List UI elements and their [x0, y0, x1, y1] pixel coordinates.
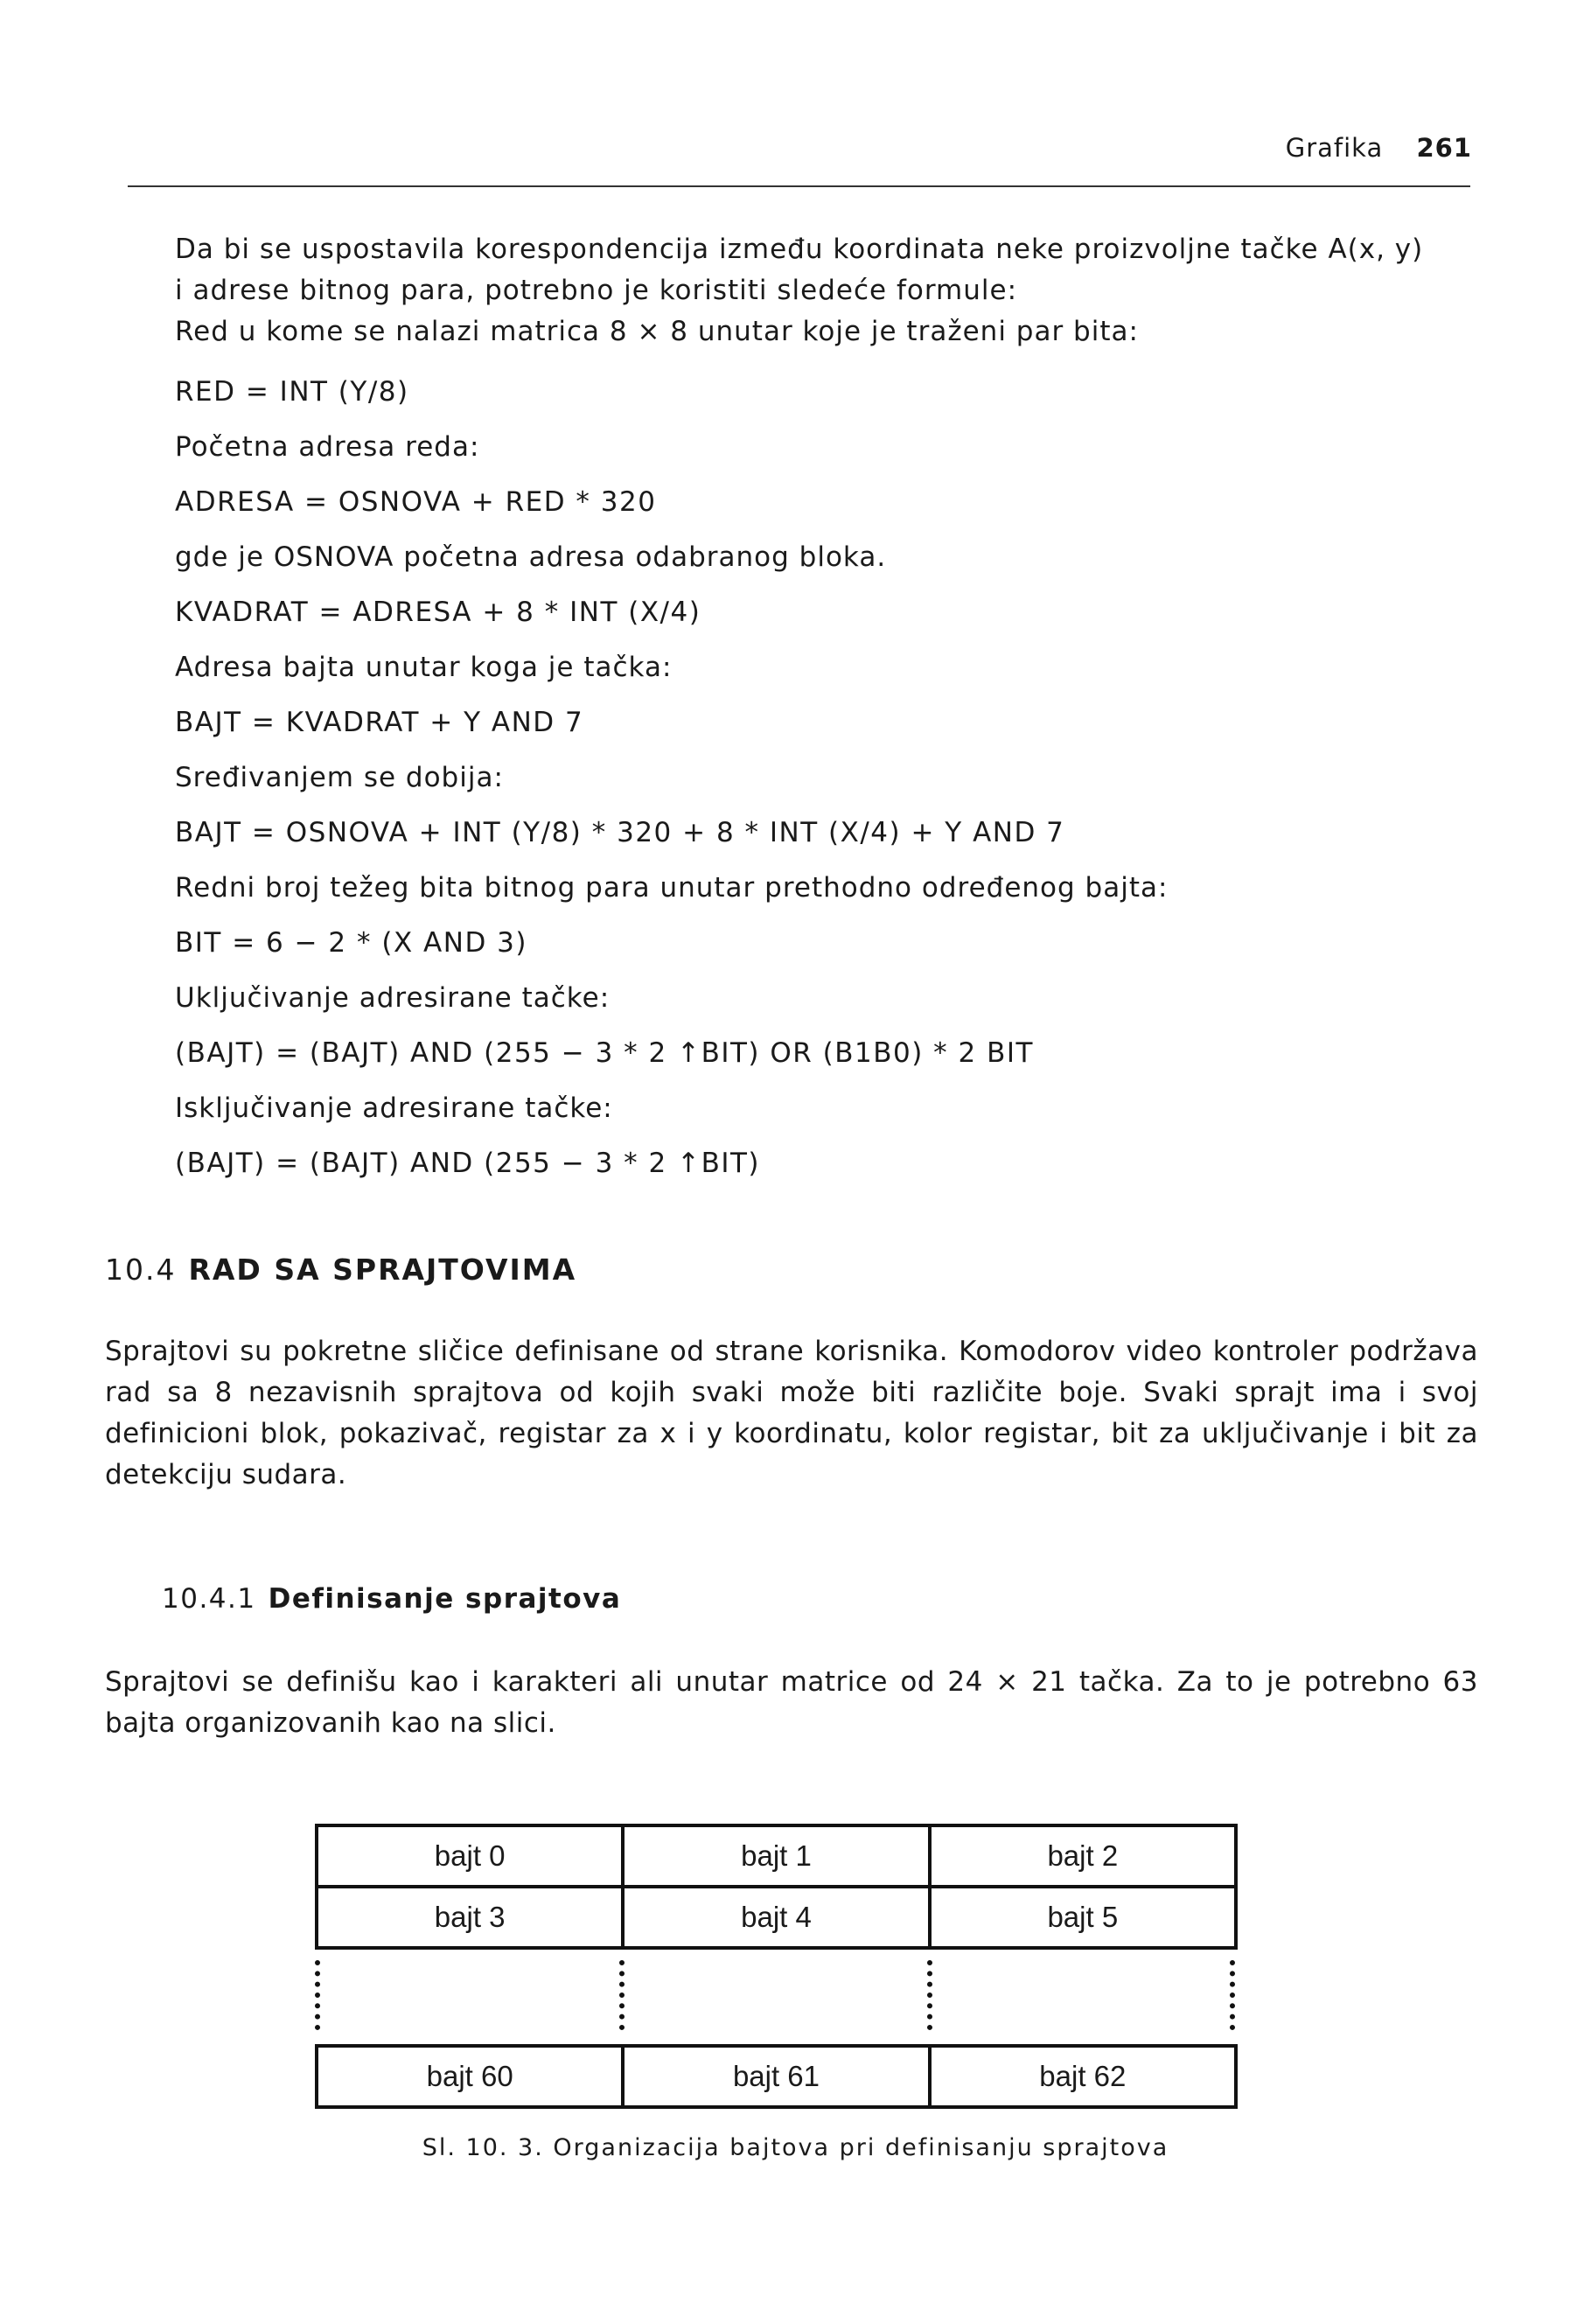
subsection-paragraph: Sprajtovi se definišu kao i karakteri ali unutar matrice od 24 × 21 tačka. Za to je potrebno 63 bajta organizovanih kao na slici.	[105, 1666, 1478, 1739]
text-line: Adresa bajta unutar koga je tačka:	[175, 652, 673, 683]
text-line: Redni broj težeg bita bitnog para unutar prethodno određenog bajta:	[175, 872, 1169, 904]
grid-cell: bajt 3	[317, 1887, 623, 1948]
dotted-separator	[619, 1960, 630, 2030]
subsection-number: 10.4.1	[162, 1583, 256, 1615]
text-line: Isključivanje adresirane tačke:	[175, 1092, 613, 1124]
grid-cell: bajt 0	[317, 1825, 623, 1887]
text-line: Početna adresa reda:	[175, 431, 480, 463]
formula-lines	[175, 365, 1478, 1191]
intro-line: i adrese bitnog para, potrebno je koristiti sledeće formule:	[175, 275, 1018, 306]
grid-row	[317, 1887, 1236, 1948]
intro-line: Red u kome se nalazi matrica 8 × 8 unutar koje je traženi par bita:	[175, 316, 1139, 347]
section-heading	[105, 1253, 576, 1287]
grid-cell: bajt 5	[930, 1887, 1236, 1948]
text-line: Sređivanjem se dobija:	[175, 762, 504, 793]
subsection-heading	[162, 1583, 621, 1615]
section-title: RAD SA SPRAJTOVIMA	[188, 1253, 577, 1287]
header-rule	[128, 185, 1470, 187]
formula-block	[175, 229, 1478, 1191]
grid-row	[317, 1825, 1236, 1887]
formula-line: (BAJT) = (BAJT) AND (255 − 3 * 2 ↑BIT)	[175, 1148, 761, 1179]
formula-line: KVADRAT = ADRESA + 8 * INT (X/4)	[175, 597, 701, 628]
grid-cell: bajt 1	[623, 1825, 929, 1887]
formula-line: (BAJT) = (BAJT) AND (255 − 3 * 2 ↑BIT) OR (B1B0) * 2 BIT	[175, 1037, 1034, 1069]
formula-line: RED = INT (Y/8)	[175, 376, 409, 408]
section-paragraph: Sprajtovi su pokretne sličice definisane od strane korisnika. Komodorov video kontroler podržava rad sa 8 nezavisnih sprajtova od kojih svaki može biti različite boje. Svaki sprajt ima i svoj definicioni blok, pokazivač, registar za x i y koordinatu, kolor registar, bit za uključivanje i bit za detekciju sudara.	[105, 1336, 1478, 1490]
formula-line: ADRESA = OSNOVA + RED * 320	[175, 486, 657, 518]
header-title: Grafika	[1285, 133, 1384, 163]
grid-cell: bajt 62	[930, 2046, 1236, 2107]
figure-caption: Sl. 10. 3. Organizacija bajtova pri definisanju sprajtova	[422, 2134, 1169, 2161]
subsection-title: Definisanje sprajtova	[268, 1583, 622, 1615]
section-number: 10.4	[105, 1253, 177, 1287]
grid-row	[317, 2046, 1236, 2107]
byte-grid-figure	[315, 1824, 1238, 2109]
page-header	[1286, 133, 1472, 163]
grid-cell: bajt 60	[317, 2046, 623, 2107]
ellipsis-rows	[315, 1950, 1238, 2044]
byte-grid-bottom	[315, 2044, 1238, 2109]
formula-line: BAJT = KVADRAT + Y AND 7	[175, 707, 584, 738]
intro-line: Da bi se uspostavila korespondencija između koordinata neke proizvoljne tačke A(x, y)	[175, 234, 1424, 265]
grid-cell: bajt 4	[623, 1887, 929, 1948]
grid-cell: bajt 2	[930, 1825, 1236, 1887]
formula-line: BAJT = OSNOVA + INT (Y/8) * 320 + 8 * INT (X/4) + Y AND 7	[175, 817, 1065, 848]
grid-cell: bajt 61	[623, 2046, 929, 2107]
text-line: gde je OSNOVA početna adresa odabranog bloka.	[175, 541, 887, 573]
dotted-separator	[1230, 1960, 1240, 2030]
intro-paragraph	[175, 229, 1478, 352]
dotted-separator	[927, 1960, 938, 2030]
text-line: Uključivanje adresirane tačke:	[175, 982, 611, 1014]
byte-grid-top	[315, 1824, 1238, 1950]
formula-line: BIT = 6 − 2 * (X AND 3)	[175, 927, 527, 959]
page-number: 261	[1416, 133, 1472, 163]
dotted-separator	[315, 1960, 325, 2030]
